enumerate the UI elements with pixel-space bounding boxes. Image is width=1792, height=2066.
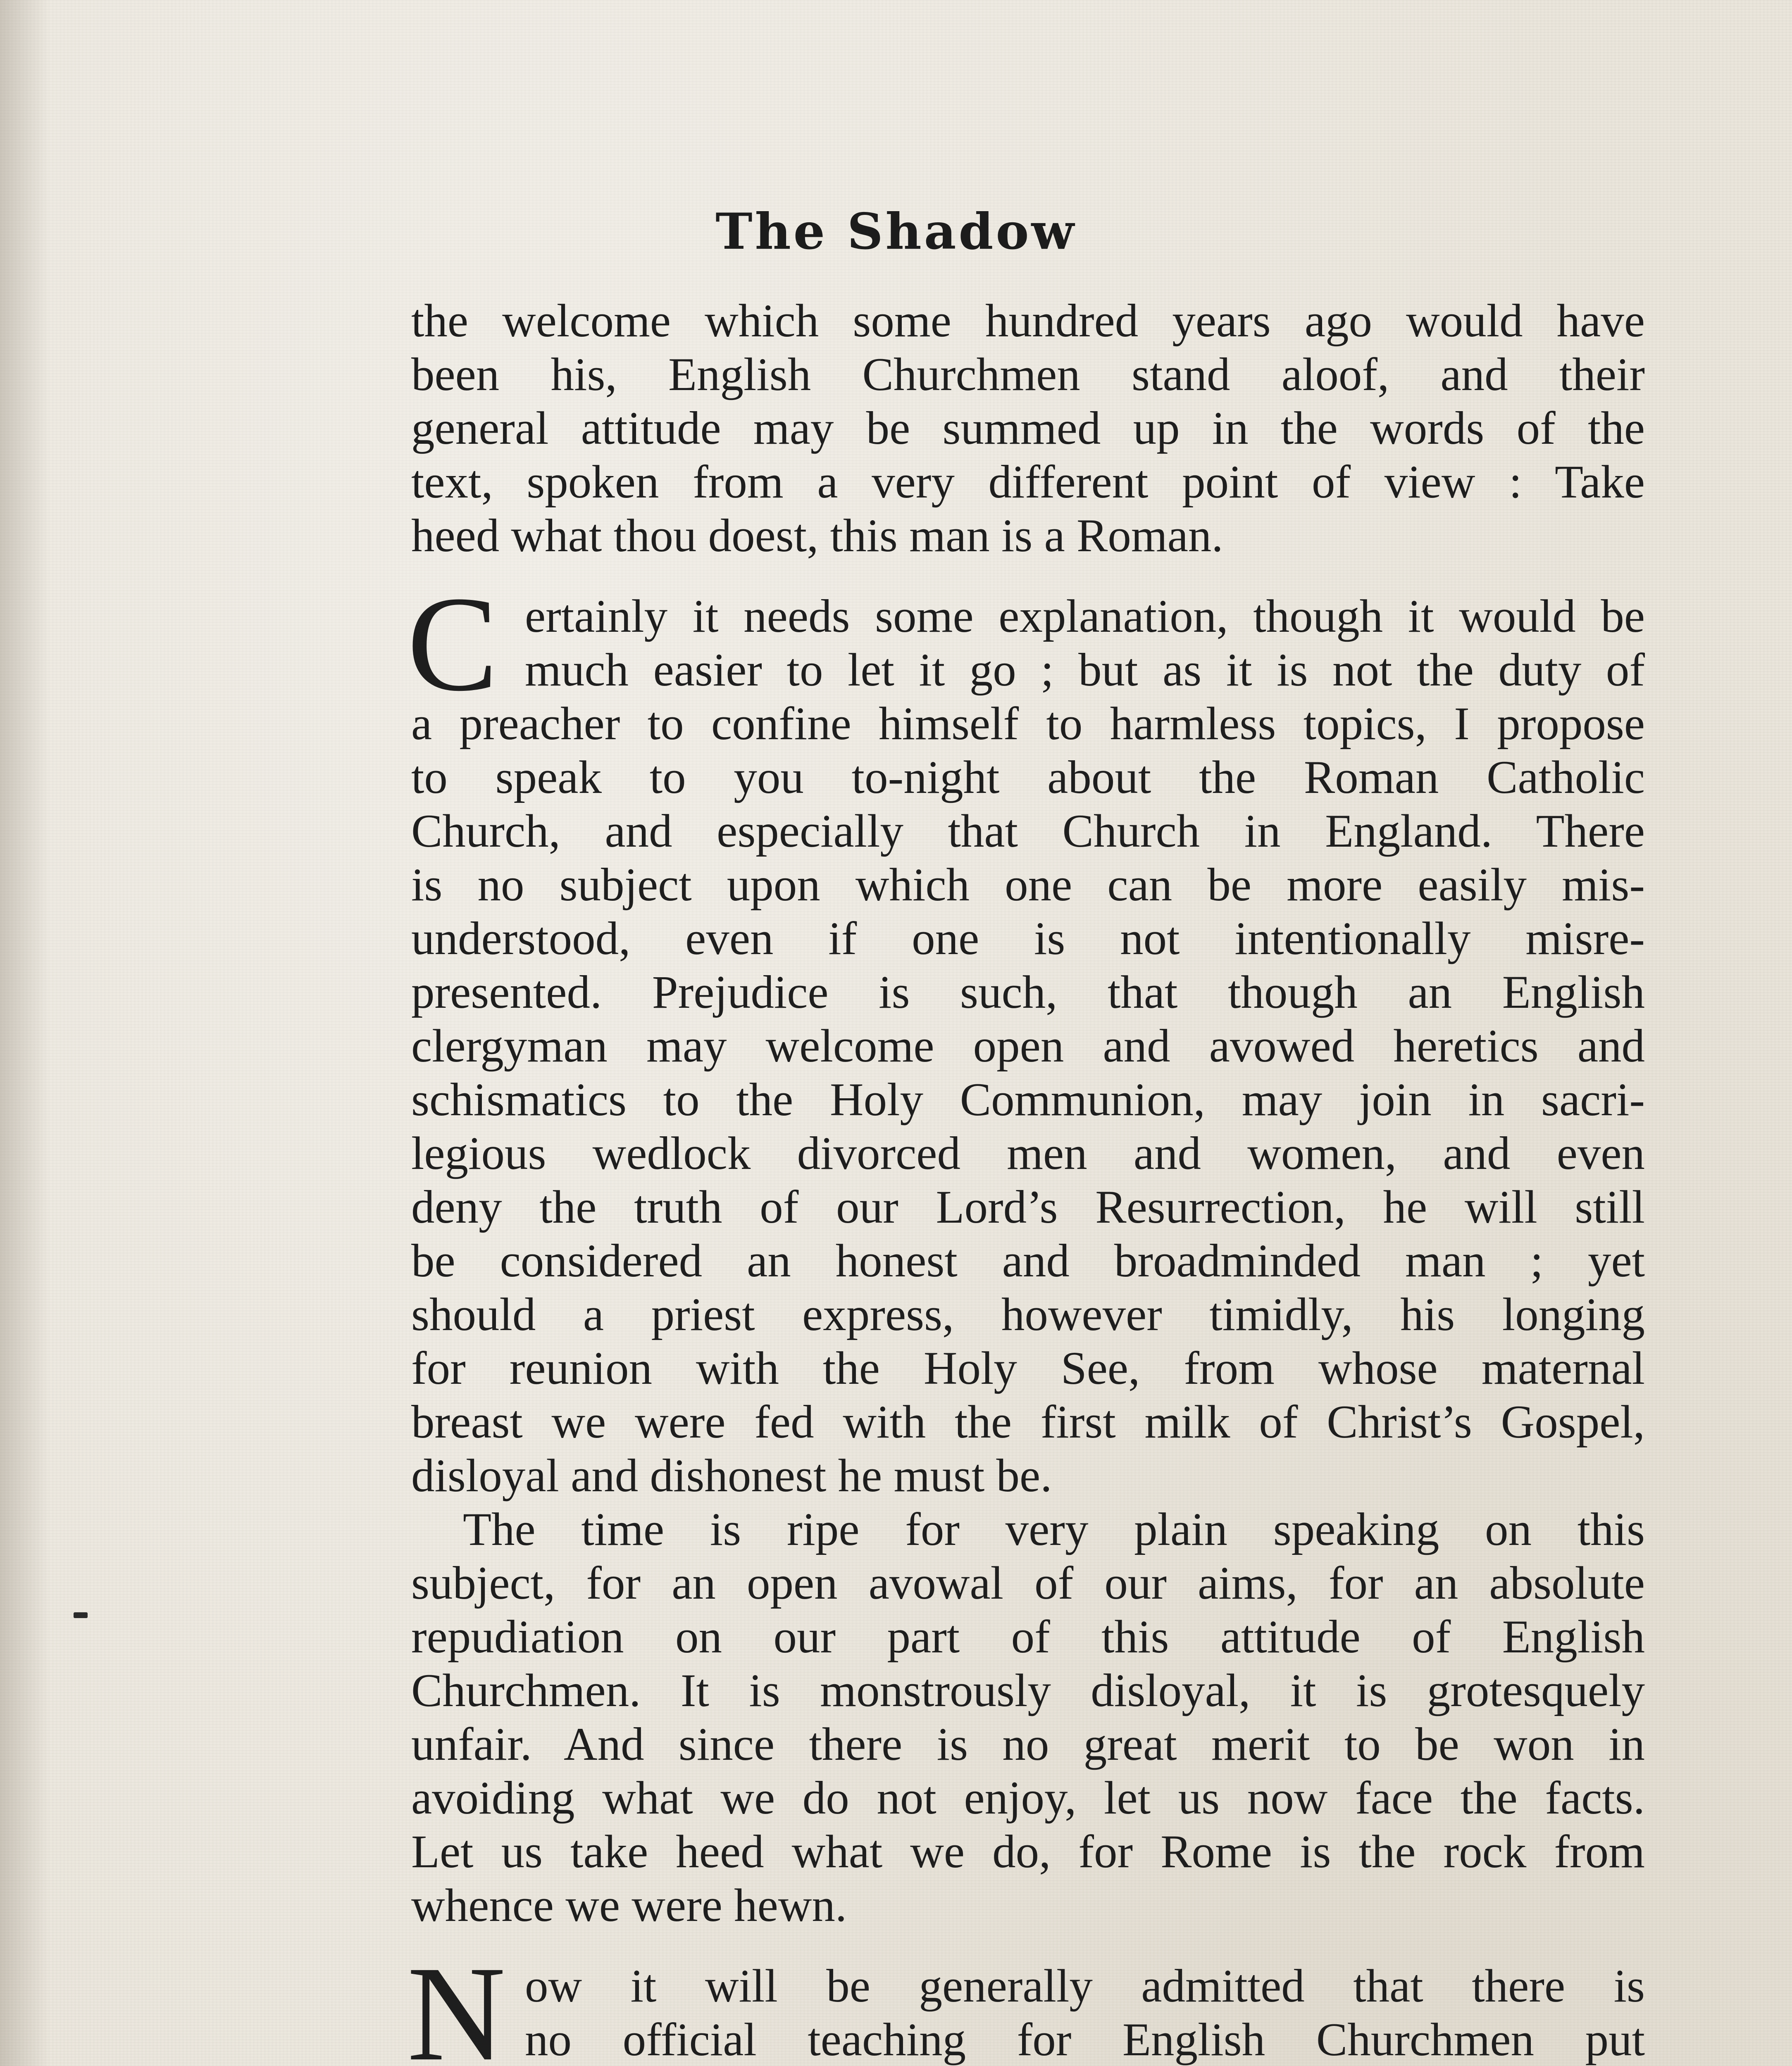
text-line: deny the truth of our Lord’s Resurrection, he will still [411,1181,1645,1233]
text-line: whence we were hewn. [411,1880,847,1931]
paragraph-2 [407,569,1645,1503]
body-text [407,294,1645,2066]
text-line: understood, even if one is not intentionally misre- [411,913,1645,964]
text-line: The time is ripe for very plain speaking on this [463,1504,1645,1555]
text-line: much easier to let it go ; but as it is not the duty of [525,644,1645,696]
text-line: schismatics to the Holy Communion, may join in sacri- [411,1074,1645,1126]
paragraph-gap [411,1933,1645,1959]
text-line: legious wedlock divorced men and women, and even [411,1128,1645,1179]
text-line: repudiation on our part of this attitude of English [411,1611,1645,1663]
paragraph-1 [411,294,1645,563]
drop-cap: N [407,1938,506,2066]
text-line: disloyal and dishonest he must be. [411,1450,1052,1502]
text-line: no official teaching for English Churchmen put [525,2014,1645,2066]
text-line: general attitude may be summed up in the words of the [411,402,1645,454]
text-line: subject, for an open avowal of our aims, for an absolute [411,1557,1645,1609]
text-line: to speak to you to-night about the Roman Catholic [411,752,1645,803]
text-line: heed what thou doest, this man is a Roman. [411,510,1223,562]
text-line: avoiding what we do not enjoy, let us now face the facts. [411,1772,1645,1824]
paragraph-3 [411,1503,1645,1933]
text-line: be considered an honest and broadminded man ; yet [411,1235,1645,1287]
text-line: clergyman may welcome open and avowed heretics and [411,1020,1645,1072]
drop-cap: C [407,569,498,719]
text-line: a preacher to confine himself to harmless topics, I propose [411,698,1645,750]
text-line: Churchmen. It is monstrously disloyal, it is grotesquely [411,1665,1645,1716]
text-line: presented. Prejudice is such, that though an English [411,966,1645,1018]
running-head: The Shadow [715,202,1077,261]
binding-shadow [0,0,50,2066]
text-line: should a priest express, however timidly, his longing [411,1289,1645,1340]
text-line: is no subject upon which one can be more easily mis- [411,859,1645,911]
paragraph-4 [407,1938,1645,2066]
text-line: been his, English Churchmen stand aloof, and their [411,349,1645,400]
text-line: for reunion with the Holy See, from whose maternal [411,1342,1645,1394]
margin-mark [74,1612,88,1618]
text-line: ertainly it needs some explanation, though it would be [525,590,1645,642]
text-line: unfair. And since there is no great merit to be won in [411,1718,1645,1770]
text-line: Church, and especially that Church in England. There [411,805,1645,857]
text-line: text, spoken from a very different point of view : Take [411,456,1645,508]
paragraph-gap [411,563,1645,590]
text-line: breast we were fed with the first milk of Christ’s Gospel, [411,1396,1645,1448]
text-line: Let us take heed what we do, for Rome is the rock from [411,1826,1645,1878]
text-line: the welcome which some hundred years ago would have [411,295,1645,347]
text-line: ow it will be generally admitted that there is [525,1960,1645,2012]
